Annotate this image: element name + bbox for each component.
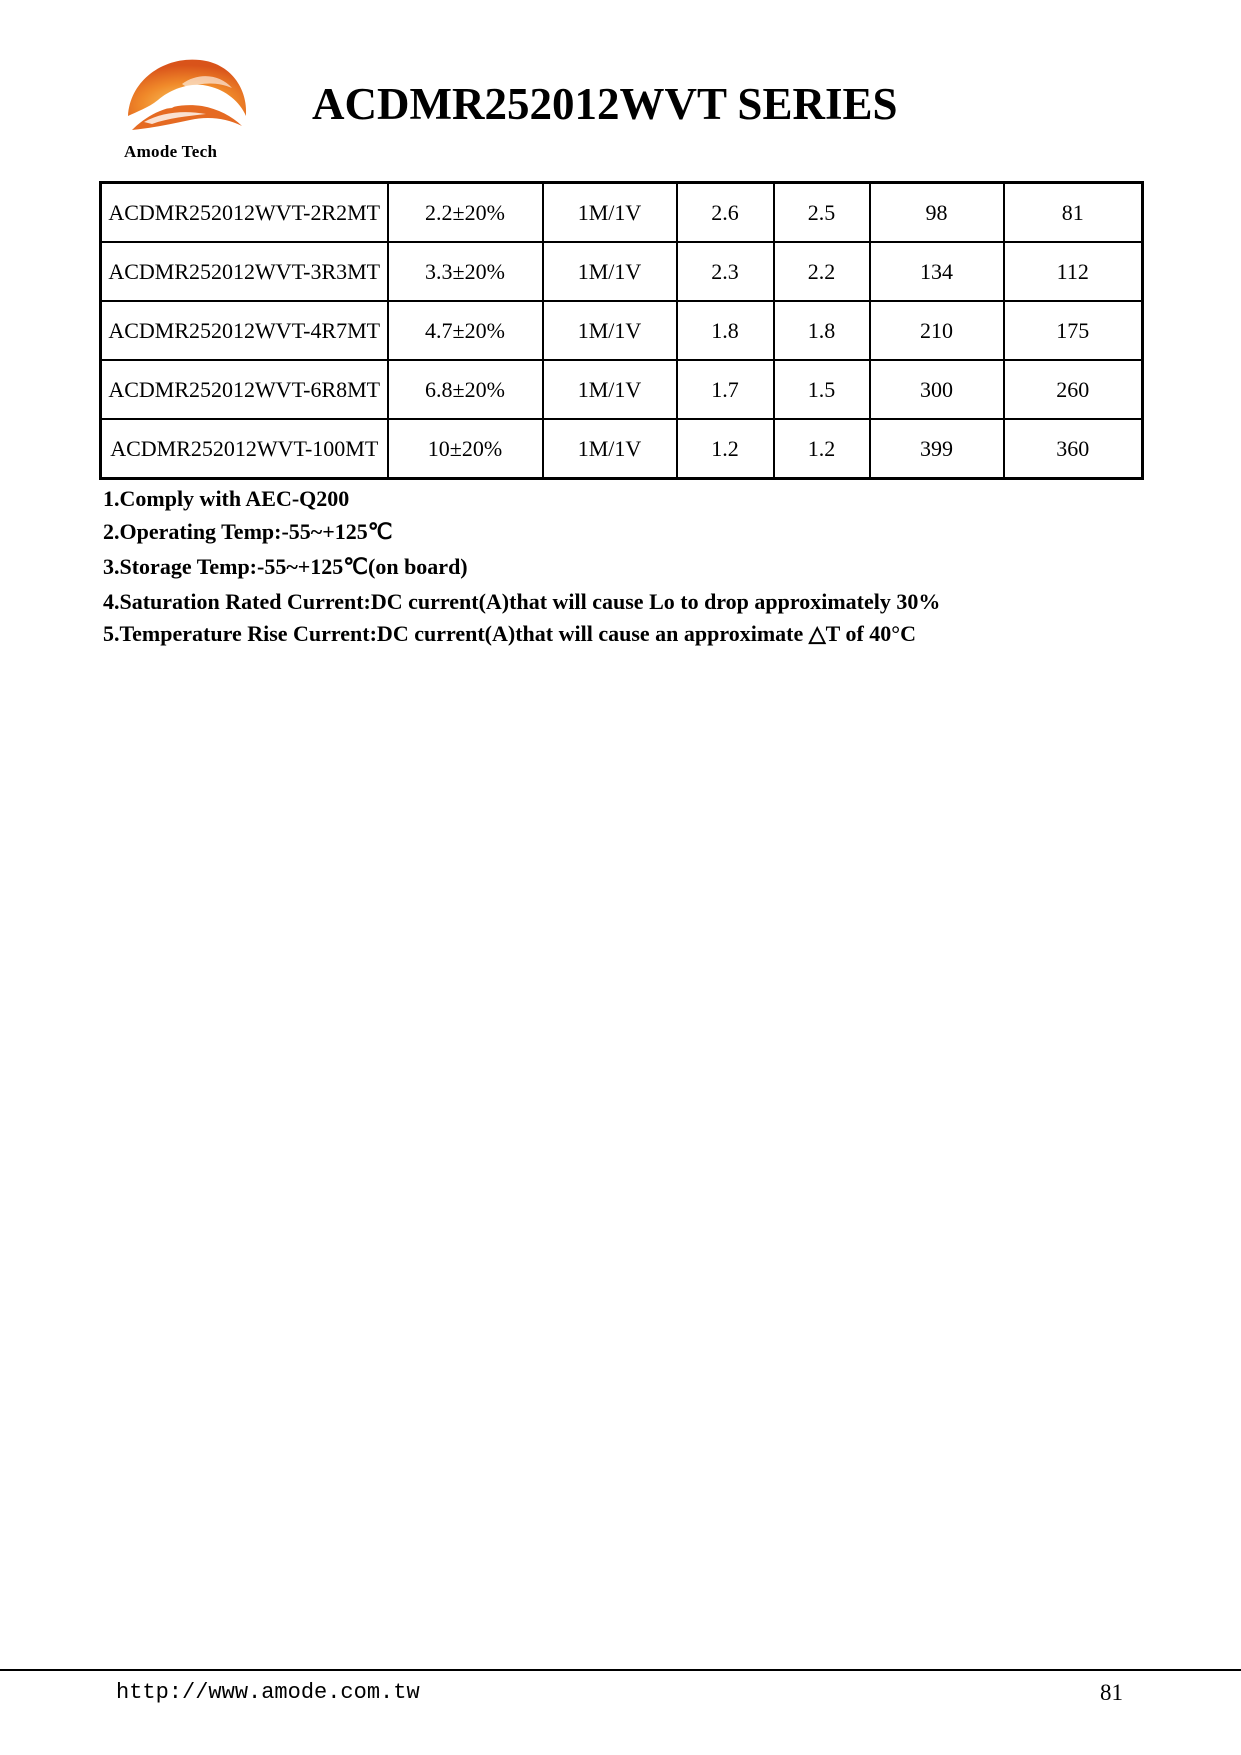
footer-url: http://www.amode.com.tw [116, 1680, 420, 1705]
table-row [101, 242, 1143, 301]
part-number-cell: ACDMR252012WVT-4R7MT [101, 301, 388, 360]
note-aec-q200: 1.Comply with AEC-Q200 [103, 486, 350, 511]
test-frequency-cell: 1M/1V [543, 419, 677, 479]
test-frequency-cell: 1M/1V [543, 183, 677, 243]
value-cell: 360 [1004, 419, 1143, 479]
inductance-cell: 4.7±20% [388, 301, 543, 360]
test-frequency-cell: 1M/1V [543, 301, 677, 360]
page-number: 81 [1100, 1680, 1123, 1705]
value-cell: 210 [870, 301, 1004, 360]
value-cell: 1.7 [677, 360, 774, 419]
logo-swoosh-icon [122, 54, 252, 144]
table-row [101, 419, 1143, 479]
value-cell: 2.6 [677, 183, 774, 243]
part-number-cell: ACDMR252012WVT-100MT [101, 419, 388, 479]
value-cell: 134 [870, 242, 1004, 301]
inductance-cell: 2.2±20% [388, 183, 543, 243]
value-cell: 1.8 [774, 301, 870, 360]
value-cell: 399 [870, 419, 1004, 479]
table-row [101, 360, 1143, 419]
value-cell: 1.5 [774, 360, 870, 419]
value-cell: 98 [870, 183, 1004, 243]
test-frequency-cell: 1M/1V [543, 360, 677, 419]
test-frequency-cell: 1M/1V [543, 242, 677, 301]
company-logo [118, 54, 258, 164]
value-cell: 260 [1004, 360, 1143, 419]
spec-table [99, 181, 1144, 480]
value-cell: 112 [1004, 242, 1143, 301]
value-cell: 1.2 [677, 419, 774, 479]
value-cell: 2.5 [774, 183, 870, 243]
inductance-cell: 3.3±20% [388, 242, 543, 301]
note-saturation-current: 4.Saturation Rated Current:DC current(A)that will cause Lo to drop approximately 30% [103, 589, 941, 614]
part-number-cell: ACDMR252012WVT-3R3MT [101, 242, 388, 301]
note-temperature-rise-current: 5.Temperature Rise Current:DC current(A)that will cause an approximate △T of 40°C [103, 621, 916, 646]
value-cell: 1.8 [677, 301, 774, 360]
page-title: ACDMR252012WVT SERIES [312, 79, 898, 129]
part-number-cell: ACDMR252012WVT-6R8MT [101, 360, 388, 419]
note-operating-temp: 2.Operating Temp:-55~+125℃ [103, 519, 393, 544]
inductance-cell: 6.8±20% [388, 360, 543, 419]
part-number-cell: ACDMR252012WVT-2R2MT [101, 183, 388, 243]
value-cell: 2.2 [774, 242, 870, 301]
inductance-cell: 10±20% [388, 419, 543, 479]
footer-divider [0, 1669, 1241, 1671]
logo-text: Amode Tech [124, 142, 218, 161]
value-cell: 300 [870, 360, 1004, 419]
value-cell: 81 [1004, 183, 1143, 243]
table-row [101, 183, 1143, 243]
table-row [101, 301, 1143, 360]
value-cell: 1.2 [774, 419, 870, 479]
note-storage-temp: 3.Storage Temp:-55~+125℃(on board) [103, 554, 468, 579]
value-cell: 2.3 [677, 242, 774, 301]
value-cell: 175 [1004, 301, 1143, 360]
